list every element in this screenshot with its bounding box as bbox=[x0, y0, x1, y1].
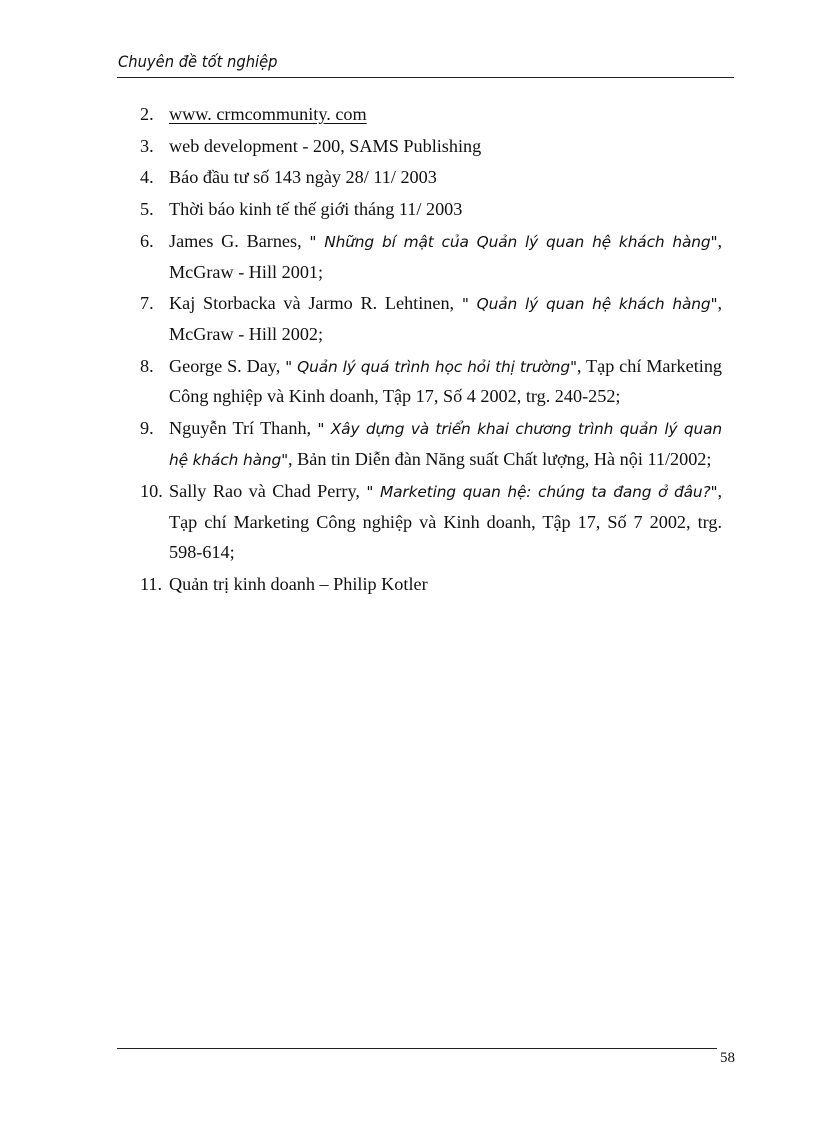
reference-author: Nguyễn Trí Thanh, bbox=[169, 418, 318, 439]
reference-title: " Những bí mật của Quản lý quan hệ khách hàng" bbox=[309, 232, 718, 251]
reference-publisher: , McGraw - Hill 2002; bbox=[169, 293, 723, 344]
reference-number: 10. bbox=[140, 481, 163, 502]
reference-title: " Marketing quan hệ: chúng ta đang ở đâu?" bbox=[366, 483, 718, 502]
reference-number: 5. bbox=[140, 199, 154, 220]
footer-rule bbox=[117, 1048, 717, 1049]
running-header-title: Chuyên đề tốt nghiệp bbox=[118, 52, 278, 71]
reference-number: 6. bbox=[140, 230, 154, 251]
reference-text: Báo đầu tư số 143 ngày 28/ 11/ 2003 bbox=[169, 167, 437, 188]
reference-item bbox=[140, 132, 722, 162]
reference-publisher: , Bản tin Diễn đàn Năng suất Chất lượng, Hà nội 11/2002; bbox=[288, 448, 712, 469]
reference-number: 4. bbox=[140, 167, 154, 188]
reference-item bbox=[140, 414, 722, 475]
reference-author: Sally Rao và Chad Perry, bbox=[169, 481, 367, 502]
reference-number: 8. bbox=[140, 355, 154, 376]
reference-title: " Xây dựng và triển khai chương trình quản lý quan hệ khách hàng" bbox=[169, 420, 722, 469]
reference-item bbox=[140, 570, 722, 600]
page-number: 58 bbox=[720, 1050, 735, 1066]
reference-text: web development - 200, SAMS Publishing bbox=[169, 135, 482, 156]
reference-text: Quản trị kinh doanh – Philip Kotler bbox=[169, 573, 428, 594]
reference-author: James G. Barnes, bbox=[169, 230, 310, 251]
reference-title: " Quản lý quan hệ khách hàng" bbox=[461, 295, 718, 314]
reference-item bbox=[140, 289, 722, 349]
reference-number: 3. bbox=[140, 135, 154, 156]
reference-publisher: , Tạp chí Marketing Công nghiệp và Kinh doanh, Tập 17, Số 4 2002, trg. 240-252; bbox=[169, 355, 723, 407]
reference-author: George S. Day, bbox=[169, 355, 286, 376]
reference-item bbox=[140, 163, 722, 193]
reference-number: 9. bbox=[140, 418, 154, 439]
reference-number: 11. bbox=[140, 573, 163, 594]
reference-author: Kaj Storbacka và Jarmo R. Lehtinen, bbox=[169, 293, 462, 314]
reference-item bbox=[140, 477, 722, 567]
header-rule bbox=[117, 77, 734, 78]
reference-text: Thời báo kinh tế thế giới tháng 11/ 2003 bbox=[169, 199, 463, 220]
reference-publisher: , McGraw - Hill 2001; bbox=[169, 230, 722, 282]
reference-item bbox=[140, 227, 722, 287]
reference-link[interactable]: www. crmcommunity. com bbox=[169, 104, 367, 124]
reference-publisher: , Tạp chí Marketing Công nghiệp và Kinh doanh, Tập 17, Số 7 2002, trg. 598-614; bbox=[169, 481, 722, 562]
reference-item bbox=[140, 195, 722, 225]
reference-list bbox=[140, 100, 722, 601]
reference-title: " Quản lý quá trình học hỏi thị trường" bbox=[285, 357, 577, 376]
reference-number: 7. bbox=[140, 293, 154, 314]
reference-number: 2. bbox=[140, 104, 154, 124]
reference-item bbox=[140, 352, 722, 412]
reference-item bbox=[140, 100, 722, 130]
